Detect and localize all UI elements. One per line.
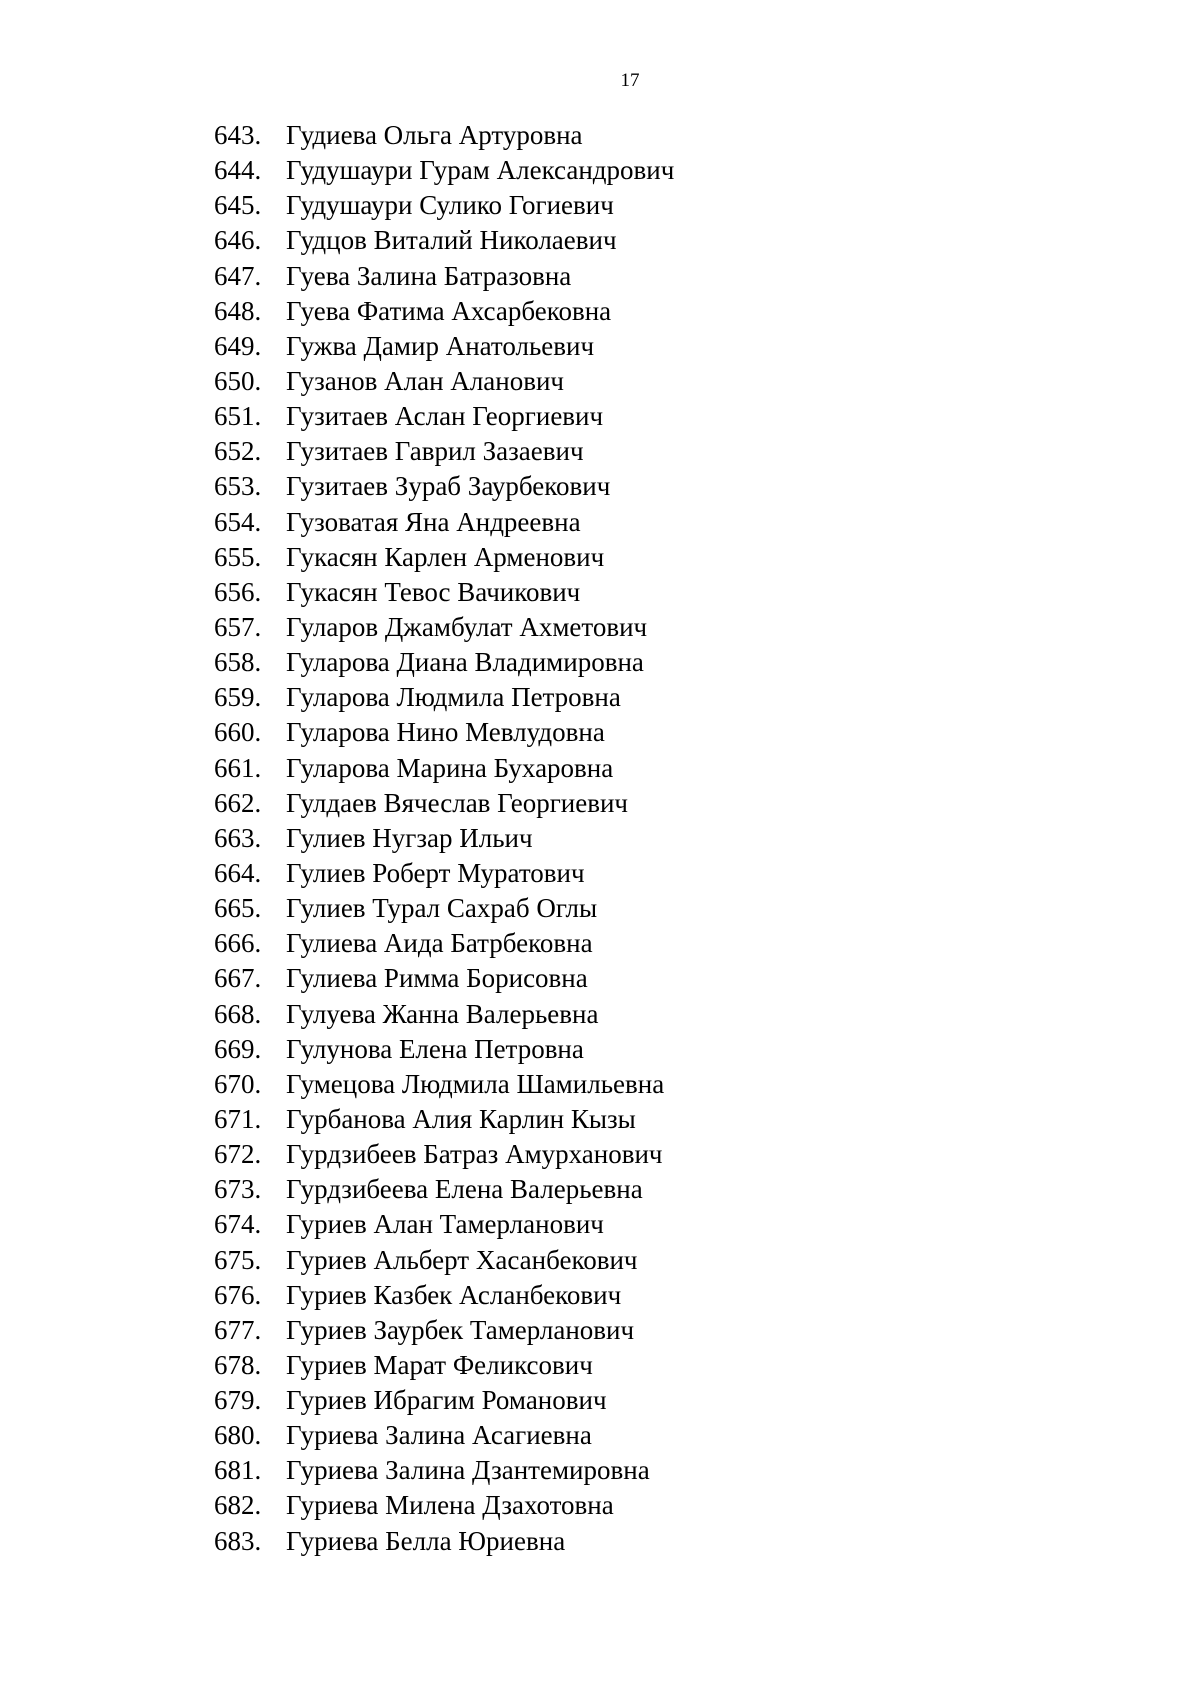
item-name: Гулдаев Вячеслав Георгиевич <box>286 787 628 818</box>
item-name: Гуларова Марина Бухаровна <box>286 752 614 783</box>
item-number: 646. <box>214 225 262 256</box>
page-number: 17 <box>620 70 640 91</box>
item-number: 657. <box>214 611 262 642</box>
item-name: Гузитаев Аслан Георгиевич <box>286 401 604 432</box>
item-number: 668. <box>214 998 262 1029</box>
item-name: Гузитаев Зураб Заурбекович <box>286 471 611 502</box>
item-number: 664. <box>214 857 262 888</box>
item-number: 670. <box>214 1068 262 1099</box>
item-name: Гуриева Залина Дзантемировна <box>286 1455 650 1486</box>
item-name: Гукасян Тевос Вачикович <box>286 576 581 607</box>
item-name: Гулуева Жанна Валерьевна <box>286 998 599 1029</box>
item-number: 658. <box>214 647 262 678</box>
item-name: Гуриев Ибрагим Романович <box>286 1385 607 1416</box>
item-name: Гуриев Марат Феликсович <box>286 1349 593 1380</box>
item-number: 682. <box>214 1490 262 1521</box>
item-number: 651. <box>214 401 262 432</box>
item-number: 680. <box>214 1420 262 1451</box>
item-number: 647. <box>214 260 262 291</box>
item-number: 661. <box>214 752 262 783</box>
item-number: 644. <box>214 155 262 186</box>
item-name: Гуларова Диана Владимировна <box>286 647 644 678</box>
item-number: 660. <box>214 717 262 748</box>
item-name: Гулунова Елена Петровна <box>286 1033 584 1064</box>
item-number: 669. <box>214 1033 262 1064</box>
item-number: 659. <box>214 682 262 713</box>
item-name: Гудушаури Сулико Гогиевич <box>286 190 614 221</box>
item-number: 652. <box>214 436 262 467</box>
item-name: Гуриев Заурбек Тамерланович <box>286 1314 635 1345</box>
item-name: Гуриева Залина Асагиевна <box>286 1420 592 1451</box>
item-name: Гуларов Джамбулат Ахметович <box>286 611 648 642</box>
item-number: 656. <box>214 576 262 607</box>
item-name: Гудиева Ольга Артуровна <box>286 120 583 150</box>
item-name: Гудцов Виталий Николаевич <box>286 225 617 256</box>
item-number: 645. <box>214 190 262 221</box>
item-name: Гулиева Римма Борисовна <box>286 963 588 994</box>
item-name: Гуриев Алан Тамерланович <box>286 1209 604 1240</box>
item-name: Гулиев Турал Сахраб Оглы <box>286 893 598 924</box>
item-name: Гуларова Нино Мевлудовна <box>286 717 605 748</box>
item-name: Гулиев Нугзар Ильич <box>286 822 533 853</box>
item-name: Гуева Фатима Ахсарбековна <box>286 295 612 326</box>
item-number: 649. <box>214 330 262 361</box>
item-number: 679. <box>214 1385 262 1416</box>
item-name: Гужва Дамир Анатольевич <box>286 330 595 361</box>
item-name: Гуева Залина Батразовна <box>286 260 572 291</box>
item-name: Гуриева Белла Юриевна <box>286 1525 566 1556</box>
item-name: Гулиев Роберт Муратович <box>286 857 585 888</box>
item-name: Гуриев Альберт Хасанбекович <box>286 1244 638 1275</box>
item-number: 667. <box>214 963 262 994</box>
item-name: Гузанов Алан Аланович <box>286 365 565 396</box>
item-number: 653. <box>214 471 262 502</box>
item-name: Гулиева Аида Батрбековна <box>286 928 593 959</box>
item-name: Гукасян Карлен Арменович <box>286 541 605 572</box>
item-number: 676. <box>214 1279 262 1310</box>
item-name: Гумецова Людмила Шамильевна <box>286 1068 665 1099</box>
item-name: Гузитаев Гаврил Зазаевич <box>286 436 584 467</box>
item-number: 654. <box>214 506 262 537</box>
item-number: 648. <box>214 295 262 326</box>
item-name: Гуларова Людмила Петровна <box>286 682 621 713</box>
item-name: Гурдзибеева Елена Валерьевна <box>286 1174 643 1205</box>
item-number: 675. <box>214 1244 262 1275</box>
item-number: 673. <box>214 1174 262 1205</box>
item-number: 663. <box>214 822 262 853</box>
item-name: Гузоватая Яна Андреевна <box>286 506 581 537</box>
item-name: Гурбанова Алия Карлин Кызы <box>286 1103 636 1134</box>
item-number: 662. <box>214 787 262 818</box>
item-number: 665. <box>214 893 262 924</box>
item-name: Гуриев Казбек Асланбекович <box>286 1279 622 1310</box>
item-name: Гурдзибеев Батраз Амурханович <box>286 1139 663 1170</box>
item-number: 672. <box>214 1139 262 1170</box>
item-number: 655. <box>214 541 262 572</box>
item-number: 678. <box>214 1349 262 1380</box>
item-name: Гудушаури Гурам Александрович <box>286 155 675 186</box>
item-number: 681. <box>214 1455 262 1486</box>
item-number: 671. <box>214 1103 262 1134</box>
item-number: 677. <box>214 1314 262 1345</box>
item-number: 674. <box>214 1209 262 1240</box>
item-name: Гуриева Милена Дзахотовна <box>286 1490 614 1521</box>
item-number: 666. <box>214 928 262 959</box>
item-number: 650. <box>214 365 262 396</box>
item-number: 683. <box>214 1525 262 1556</box>
item-number: 643. <box>214 120 262 150</box>
